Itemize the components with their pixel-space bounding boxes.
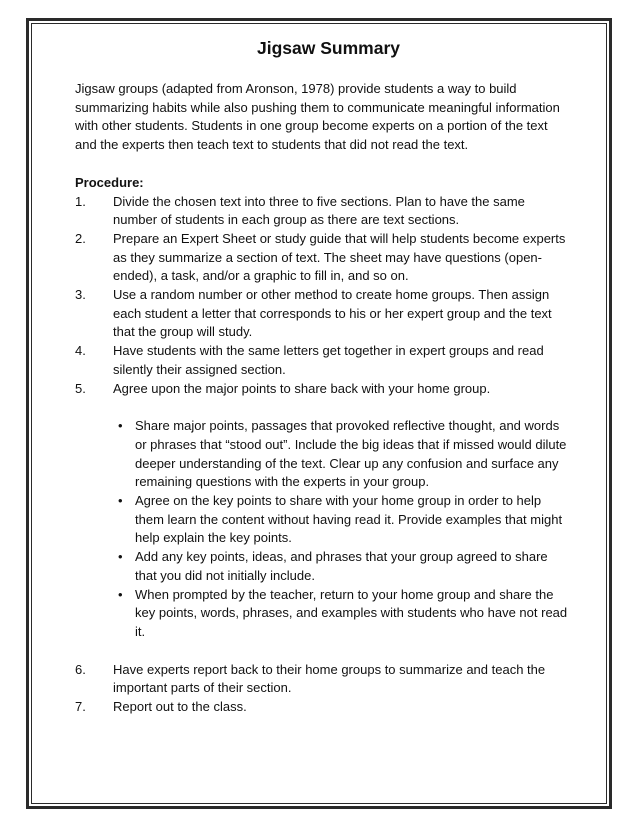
bullet-text: Add any key points, ideas, and phrases that your group agreed to share that you did not initially include. <box>135 549 548 583</box>
step-2 <box>75 230 570 286</box>
procedure-heading: Procedure: <box>75 174 144 190</box>
page-title: Jigsaw Summary <box>257 38 400 58</box>
step-number: 2. <box>75 230 86 246</box>
bullet-icon: • <box>118 418 123 434</box>
bullet-text: Agree on the key points to share with your home group in order to help them learn the content without having read it. Provide examples that might help explain the key points. <box>135 493 563 546</box>
step-1 <box>75 193 570 230</box>
bullet-icon: • <box>118 549 123 565</box>
intro-paragraph: Jigsaw groups (adapted from Aronson, 1978) provide students a way to build summarizing habits while also pushing them to communicate meaningful information with other students. Students in one group become experts on a portion of the text and the experts then teach text to students that did not read the text. <box>75 81 560 153</box>
bullet-text: When prompted by the teacher, return to your home group and share the key points, words, phrases, and examples with students who have not read it. <box>135 586 568 639</box>
bullet-item-2 <box>113 492 570 548</box>
step-number: 1. <box>75 193 86 209</box>
step-text: Have students with the same letters get together in expert groups and read silently their assigned section. <box>113 343 544 377</box>
step-number: 4. <box>75 343 86 359</box>
step-5 <box>75 380 570 399</box>
step-number: 5. <box>75 380 86 396</box>
step-number: 6. <box>75 661 86 677</box>
step-text: Have experts report back to their home groups to summarize and teach the important parts of their section. <box>113 661 546 696</box>
step-number: 7. <box>75 699 86 715</box>
bullet-item-1 <box>113 417 570 492</box>
final-steps <box>75 661 570 717</box>
document-body <box>75 36 570 717</box>
bullet-text: Share major points, passages that provoked reflective thought, and words or phrases that “stood out”. Include the big ideas that if missed would dilute deeper understanding of the text. Clear up any confusion and surface any remaining questions with the experts in your group. <box>135 418 567 490</box>
step-6 <box>75 661 570 698</box>
bullet-item-4 <box>113 586 570 642</box>
step-text: Use a random number or other method to create home groups. Then assign each student a letter that corresponds to his or her expert group and the text that the group will study. <box>113 287 552 340</box>
step-text: Report out to the class. <box>113 699 247 715</box>
step-7 <box>75 698 570 717</box>
bullet-icon: • <box>118 586 123 602</box>
bullet-item-3 <box>113 548 570 585</box>
bullet-list <box>75 417 570 641</box>
bullet-icon: • <box>118 493 123 509</box>
step-4 <box>75 342 570 379</box>
step-text: Divide the chosen text into three to five sections. Plan to have the same number of students in each group as there are text sections. <box>113 193 525 228</box>
spacer <box>75 642 570 661</box>
step-text: Agree upon the major points to share back with your home group. <box>113 380 491 396</box>
step-text: Prepare an Expert Sheet or study guide that will help students become experts as they summarize a section of text. The sheet may have questions (open-ended), a task, and/or a graphic to fill in, and so on. <box>113 230 566 284</box>
procedure-steps <box>75 193 570 399</box>
step-3 <box>75 286 570 342</box>
step-number: 3. <box>75 287 86 303</box>
